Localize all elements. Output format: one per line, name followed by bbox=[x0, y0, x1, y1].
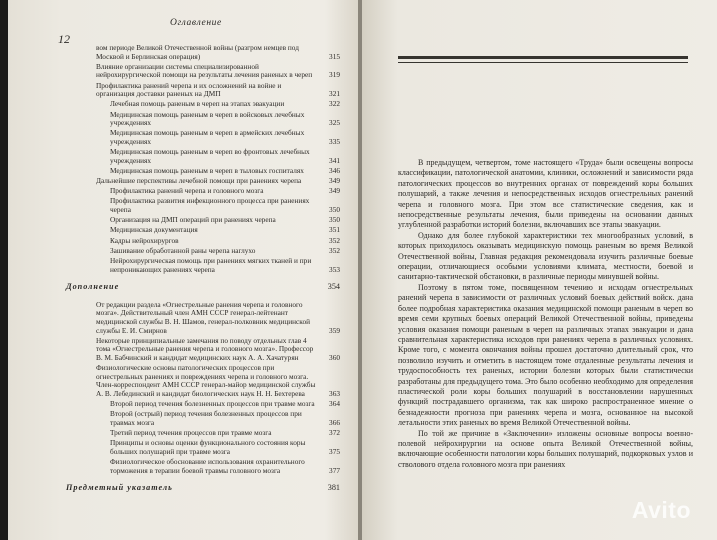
toc-entry bbox=[96, 129, 340, 146]
body-paragraph: Поэтому в пятом томе, посвященном течению и исходам огнестрельных ранений черепа в зависимости от различных условий боевых действий войск. дана более подробная характеристика оказания медицинской помощи раненым в череп во время семи крупных боевых операций Великой Отечественной войны, приведены условия оказания помощи раненым в череп на различных этапах эвакуации и дана сравнительная характеристика исходов при ранениях черепа в различных условиях. Кроме того, с момента окончания войны прошел достаточно длительный срок, что позволило изучить и отметить в настоящем томе отдаленные результаты лечения и трудоспособность тех раненых, истории болезни которых были статистически разработаны для предыдущего тома. Это было особенно необходимо для определения пластической роли коры больших полушарий в восстановлении нарушенных функций пострадавшего организма, так как широко распространенное мнение о безнадежности прогноза при ранениях черепа и мозга, основанное на высокой летальности этих раненых во время Великой Отечественной войны. bbox=[398, 282, 693, 428]
toc-entry bbox=[96, 257, 340, 274]
toc-entry-page: 364 bbox=[329, 399, 340, 409]
toc-entry-title: Профилактика ранений черепа и головного мозга bbox=[110, 186, 264, 196]
toc-entry-page: 359 bbox=[329, 325, 340, 335]
toc-entry bbox=[96, 111, 340, 128]
toc-entry-title: Профилактика ранений черепа и их осложнений на войне и организация доставки раненых на ДМП bbox=[96, 80, 282, 99]
toc-entry-title: Некоторые принципиальные замечания по поводу отдельных глав 4 тома «Огнестрельные ранения черепа и головного мозга». Профессор В. М. Бабчинский и кандидат медицинских наук А. А. Хачатурян bbox=[96, 335, 314, 362]
toc-entry bbox=[96, 216, 340, 225]
chapter-rule-thin bbox=[398, 62, 688, 63]
body-paragraph: По той же причине в «Заключении» изложены основные вопросы военно-полевой нейрохирургии на основе опыта Великой Отечественной войны, включающие особенности патологии коры больших полушарий, подкорковых узлов и стволового отдела головного мозга при ранениях bbox=[398, 428, 693, 469]
toc-entry-page: 322 bbox=[329, 99, 340, 109]
toc-entry-page: 349 bbox=[329, 176, 340, 186]
toc-entry bbox=[96, 410, 340, 427]
body-text bbox=[398, 158, 693, 470]
toc-entry-title: Третий период течения процессов при травме мозга bbox=[110, 428, 272, 438]
toc-entry-title: Принципы и основы оценки функционального состояния коры больших полушарий при травме мозга bbox=[110, 438, 306, 456]
toc-entry-title: Медицинская документация bbox=[110, 225, 198, 235]
toc-entry-title: вом периоде Великой Отечественной войны (разгром немцев под Москвой и Берлинская операция) bbox=[96, 43, 299, 61]
chapter-rule-thick bbox=[398, 56, 688, 59]
toc-entry-page: 319 bbox=[329, 70, 340, 80]
toc-entry-title: От редакции раздела «Огнестрельные ранения черепа и головного мозга». Действительный член АМН СССР генерал-лейтенант медицинской службы В. Н. Шамов, генерал-полковник медицинской службы Е. И. Смирнов bbox=[96, 299, 310, 335]
toc-section-title: Дополнение bbox=[66, 282, 120, 292]
avito-watermark: Avito bbox=[631, 497, 691, 523]
toc-entry-page: 375 bbox=[329, 446, 340, 456]
toc-entry-page: 350 bbox=[329, 215, 340, 225]
toc-entry-page: 353 bbox=[329, 264, 340, 274]
toc-entry bbox=[96, 226, 340, 235]
toc-entry-title: Медицинская помощь раненым в череп в тыловых госпиталях bbox=[110, 165, 304, 175]
toc-entry-title: Зашивание обработанной раны черепа наглухо bbox=[110, 245, 256, 255]
book-edge-left bbox=[0, 0, 8, 540]
toc-entry-title: Медицинская помощь раненым в череп в армейских лечебных учреждениях bbox=[110, 128, 305, 146]
toc-section-title: Предметный указатель bbox=[66, 483, 173, 493]
toc-entry-title: Дальнейшие перспективы лечебной помощи при ранениях черепа bbox=[96, 176, 302, 186]
toc-entry-title: Кадры нейрохирургов bbox=[110, 235, 179, 245]
toc-entry bbox=[96, 400, 340, 409]
toc-entry-page: 366 bbox=[329, 417, 340, 427]
toc-entry-page: 360 bbox=[329, 352, 340, 362]
toc-entry-page: 321 bbox=[329, 89, 340, 99]
toc-entry-page: 372 bbox=[329, 428, 340, 438]
toc-entry bbox=[96, 187, 340, 196]
body-paragraph: В предыдущем, четвертом, томе настоящего «Труда» были освещены вопросы классификации, патологической анатомии, клиники, осложнений и зависимости ряда патологических процессов во внутренних органах от повреждений коры больших полушарий, а также лечения и непосредственных исходов огнестрельных ранений черепа и головного мозга. При этом все статистические сведения, как и непосредственные результаты лечения, были приведены на основании данных углубленной разработки историй болезни, включавших все этапы эвакуации. bbox=[398, 158, 693, 230]
toc-entry-page: 315 bbox=[329, 51, 340, 61]
toc-entry-page: 349 bbox=[329, 186, 340, 196]
toc-entry-page: 377 bbox=[329, 465, 340, 475]
toc-entry bbox=[96, 237, 340, 246]
toc-section-page: 381 bbox=[327, 483, 340, 493]
toc-entry bbox=[96, 439, 340, 456]
toc-entry-page: 351 bbox=[329, 225, 340, 235]
body-paragraph: Однако для более глубокой характеристики тех многообразных условий, в которых приходилось оказывать медицинскую помощь раненым во время Великой Отечественной войны, Главная редакция рекомендовала изучить различные боевые операции, отличающиеся особыми условиями климата, местности, боевой и санитарно-тактической обстановки, в различные периоды минувшей войны. bbox=[398, 230, 693, 282]
toc-entry-page: 363 bbox=[329, 388, 340, 398]
toc-entry bbox=[96, 301, 340, 335]
toc-entry bbox=[96, 100, 340, 109]
toc-entry-title: Профилактика развития инфекционного процесса при ранениях черепа bbox=[110, 196, 310, 215]
page-number: 12 bbox=[58, 32, 70, 46]
toc-section-page: 354 bbox=[327, 282, 340, 292]
toc-entry-page: 352 bbox=[329, 245, 340, 255]
toc-entry-page: 346 bbox=[329, 165, 340, 175]
toc-entry bbox=[96, 247, 340, 256]
toc-entry bbox=[96, 364, 340, 398]
toc-entry bbox=[96, 148, 340, 165]
toc-section-supplement bbox=[66, 283, 340, 292]
toc-entry-title: Нейрохирургическая помощь при ранениях мягких тканей и при непроникающих ранениях черепа bbox=[110, 255, 312, 274]
toc-entry-title: Организация на ДМП операций при ранениях черепа bbox=[110, 215, 276, 225]
toc-entry-title: Лечебная помощь раненым в череп на этапах эвакуации bbox=[110, 99, 285, 109]
toc-entry-title: Медицинская помощь раненым в череп в войсковых лечебных учреждениях bbox=[110, 109, 305, 128]
toc-entry-title: Второй (острый) период течения болезненных процессов при травмах мозга bbox=[110, 409, 302, 427]
toc-entry-page: 335 bbox=[329, 136, 340, 146]
toc-entry bbox=[96, 337, 340, 363]
table-of-contents bbox=[66, 43, 340, 502]
toc-entry-title: Медицинская помощь раненым в череп во фронтовых лечебных учреждениях bbox=[110, 147, 310, 165]
toc-section-index bbox=[66, 484, 340, 493]
toc-entry-page: 350 bbox=[329, 205, 340, 215]
running-header: Оглавление bbox=[170, 18, 222, 28]
toc-entry-title: Физиологические основы патологических процессов при огнестрельных ранениях и повреждениях черепа и головного мозга. Член-корреспондент АМН СССР генерал-майор медицинской службы А. В. Лебединский и кандидат биологических наук Н. Н. Бехтерева bbox=[96, 363, 316, 398]
toc-entry bbox=[96, 197, 340, 214]
toc-entry-title: Второй период течения болезненных процессов при травме мозга bbox=[110, 399, 315, 409]
toc-entry-page: 341 bbox=[329, 155, 340, 165]
toc-entry-title: Влияние организации системы специализированной нейрохирургической помощи на результаты лечения раненых в череп bbox=[96, 61, 313, 80]
toc-entry bbox=[96, 458, 340, 475]
toc-entry-title: Физиологическое обоснование использования охранительного торможения в терапии боевой травмы головного мозга bbox=[110, 457, 305, 475]
toc-entry-page: 325 bbox=[329, 118, 340, 128]
toc-entry bbox=[96, 167, 340, 176]
toc-entry bbox=[96, 44, 340, 61]
toc-entry bbox=[96, 82, 340, 99]
toc-entry bbox=[96, 63, 340, 80]
toc-entry bbox=[96, 177, 340, 186]
toc-entry bbox=[96, 429, 340, 438]
toc-entry-page: 352 bbox=[329, 235, 340, 245]
